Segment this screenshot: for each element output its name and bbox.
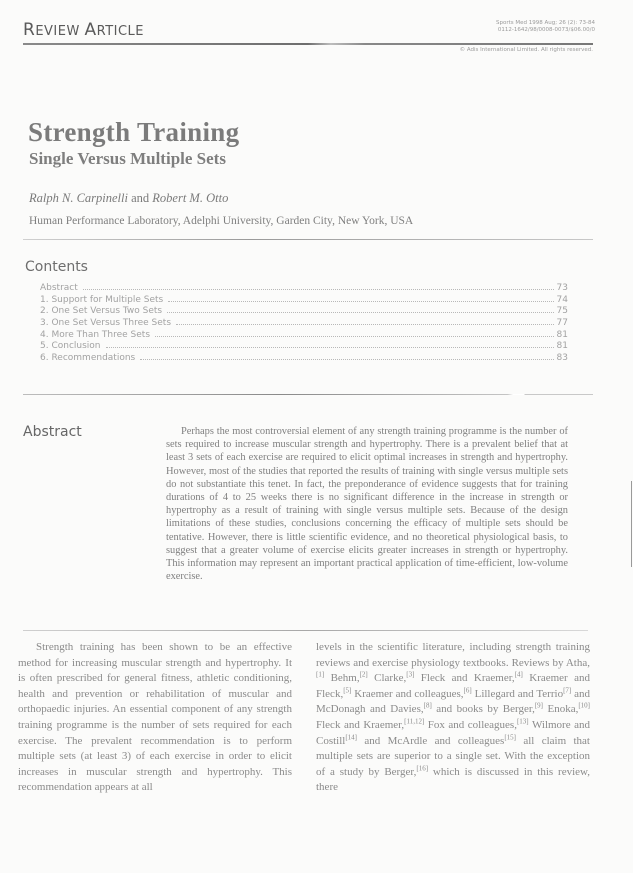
citation-ref[interactable]: [6] [463, 686, 472, 695]
citation-ref[interactable]: [3] [406, 670, 415, 679]
body-column-right: levels in the scientific literature, including strength training reviews and exercise physiology textbooks. Reviews by Atha,[1] Behm,[2] Clarke,[3] Fleck and Kraemer,[4] Kraemer and Fleck,[5] Kraemer and colleagues,[6] Lillegard and Terrio[7] and McDonagh and Davies,[8] and books by Berger,[9] Enoka,[10] Fleck and Kraemer,[11,12] Fox and colleagues,[13] Wilmore and Costill[14] and McArdle and colleagues[15] all claim that multiple sets are superior to a single set. With the exception of a study by Berger,[16] which is discussed in this review, there [316, 641, 591, 794]
citation-ref[interactable]: [9] [534, 701, 544, 710]
author-list: Ralph N. Carpinelli and Robert M. Otto [29, 191, 229, 205]
citation-ref[interactable]: [13] [516, 717, 529, 726]
dot-leader [168, 300, 553, 302]
abstract-heading: Abstract [23, 424, 82, 440]
section-label: REVIEW ARTICLE [23, 20, 145, 40]
article-title: Strength Training [28, 117, 240, 147]
citation-ref[interactable]: [8] [423, 701, 432, 710]
dot-leader [83, 288, 554, 290]
table-of-contents [40, 283, 568, 365]
citation-ref[interactable]: [10] [578, 701, 591, 710]
toc-item: Abstract 73 [40, 283, 568, 293]
toc-item: 1. Support for Multiple Sets 74 [40, 294, 568, 305]
toc-item: 5. Conclusion 81 [40, 341, 568, 352]
toc-item: 6. Recommendations 83 [40, 353, 568, 364]
author-affiliation: Human Performance Laboratory, Adelphi University, Garden City, New York, USA [29, 215, 414, 227]
journal-code: 0112-1642/98/0008-0073/$06.00/0 [497, 27, 595, 33]
abstract-body: Perhaps the most controversial element of any strength training programme is the number of sets required to increase muscular strength and hypertrophy. There is a prevalent belief that at least 3 sets of each exercise are required to elicit optimal increases in strength and hypertrophy. However, most of the studies that reported the results of training with single versus multiple sets do not substantiate this tenet. In fact, the preponderance of evidence suggests that for training durations of 4 to 25 weeks there is no significant difference in the increase in strength or hypertrophy as a result of training with single versus multiple sets. Because of the design limitations of these studies, conclusions concerning the efficacy of multiple sets should be tentative. However, there is little scientific evidence, and no theoretical physiological basis, to suggest that a greater volume of exercise elicits greater increases in strength or hypertrophy. This information may represent an important practical application of time-efficient, low-volume exercise. [166, 426, 568, 583]
dot-leader [155, 335, 554, 337]
title-divider [23, 239, 593, 240]
toc-item: 4. More Than Three Sets 81 [40, 329, 568, 340]
article-subtitle: Single Versus Multiple Sets [29, 149, 226, 168]
dot-leader [140, 358, 553, 360]
abstract-divider [23, 630, 588, 631]
citation-ref[interactable]: [5] [343, 686, 352, 695]
header-divider [23, 43, 593, 45]
journal-metadata [496, 20, 595, 34]
citation-ref[interactable]: [7] [563, 686, 572, 695]
citation-ref[interactable]: [2] [359, 670, 368, 679]
contents-divider [23, 394, 593, 395]
citation-ref[interactable]: [14] [345, 732, 358, 741]
citation-ref[interactable]: [16] [416, 764, 429, 773]
author-name: Ralph N. Carpinelli [29, 191, 128, 205]
dot-leader [176, 323, 554, 325]
citation-ref[interactable]: [15] [504, 732, 516, 741]
copyright-notice: © Adis International Limited. All rights reserved. [459, 47, 593, 53]
journal-citation: Sports Med 1998 Aug; 26 (2): 73-84 [496, 20, 595, 26]
author-name: Robert M. Otto [152, 191, 229, 205]
contents-heading: Contents [25, 259, 88, 275]
dot-leader [167, 311, 553, 313]
toc-item: 3. One Set Versus Three Sets 77 [40, 318, 568, 329]
citation-ref[interactable]: [11,12] [404, 717, 425, 726]
toc-item: 2. One Set Versus Two Sets 75 [40, 306, 568, 317]
citation-ref[interactable]: [4] [514, 670, 523, 679]
scan-margin-mark [631, 481, 632, 567]
citation-ref[interactable]: [1] [316, 670, 325, 679]
dot-leader [106, 346, 554, 348]
body-column-left: Strength training has been shown to be an effective method for increasing muscular strength and hypertrophy. It is often prescribed for general fitness, athletic conditioning, health and prevention or rehabilitation of muscular and orthopaedic injuries. An essential component of any strength training programme is the number of sets required for each exercise. The prevalent recommendation is to perform multiple sets (at least 3) of each exercise in order to elicit increases in muscular strength and hypertrophy. This recommendation appears at all [18, 641, 292, 794]
